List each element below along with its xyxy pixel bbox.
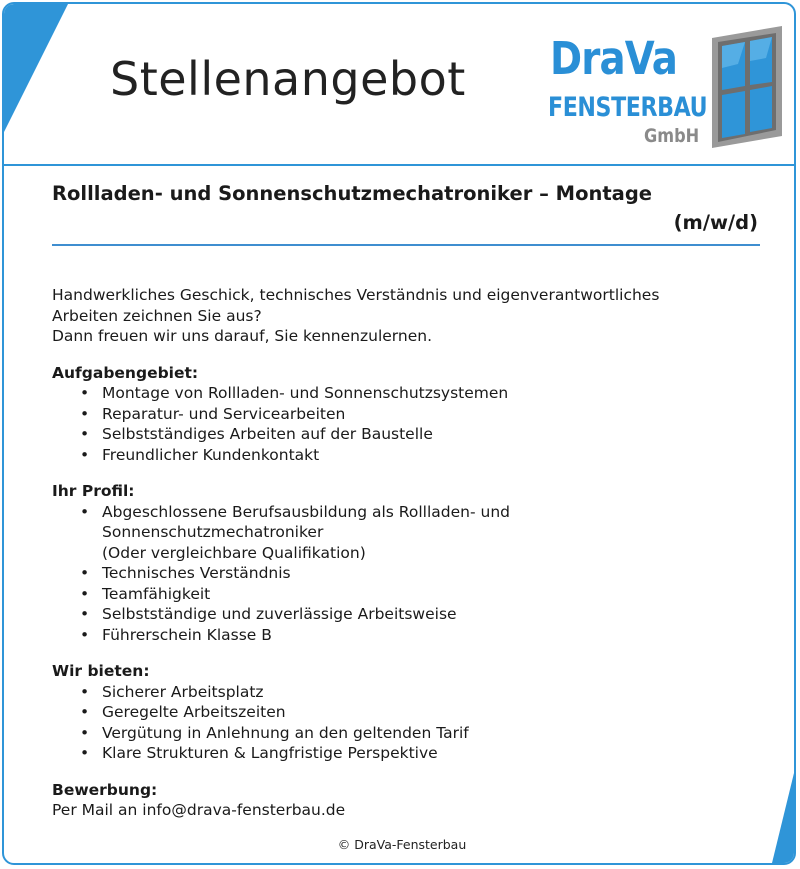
job-title [52, 182, 758, 234]
list-item: • Teamfähigkeit [102, 584, 752, 605]
offer-list [52, 682, 752, 764]
list-item: • Vergütung in Anlehnung an den geltenden Tarif [102, 723, 752, 744]
header-divider [4, 164, 794, 166]
profile-heading: Ihr Profil: [52, 482, 135, 500]
application-heading: Bewerbung: [52, 780, 158, 799]
intro-line: Dann freuen wir uns darauf, Sie kennenzulernen. [52, 327, 433, 345]
job-title-line: Rollladen- und Sonnenschutzmechatroniker – Montage [52, 182, 653, 205]
job-title-gender: (m/w/d) [673, 211, 758, 234]
list-item: • Führerschein Klasse B [102, 625, 752, 646]
list-item: • Reparatur- und Servicearbeiten [102, 404, 752, 425]
list-item: • Technisches Verständnis [102, 563, 752, 584]
logo-subline: FENSTERBAU [548, 92, 708, 123]
logo-legal-form: GmbH [644, 125, 700, 147]
title-divider [52, 244, 760, 246]
list-item: • Selbstständige und zuverlässige Arbeitsweise [102, 604, 752, 625]
intro-line: Arbeiten zeichnen Sie aus? [52, 306, 262, 325]
copyright-notice: © DraVa-Fensterbau [337, 837, 467, 852]
application-text: Per Mail an info@drava-fensterbau.de [52, 801, 346, 819]
intro-line: Handwerkliches Geschick, technisches Verständnis und eigenverantwortliches [52, 286, 660, 304]
profile-list [52, 502, 752, 646]
list-item: • Klare Strukturen & Langfristige Perspektive [102, 743, 752, 764]
offer-heading: Wir bieten: [52, 662, 150, 680]
tasks-list [52, 383, 752, 465]
job-ad-frame [2, 2, 796, 865]
page-headline: Stellenangebot [110, 52, 466, 106]
company-logo [548, 20, 793, 160]
profile-item-line: Sonnenschutzmechatroniker [102, 523, 324, 541]
job-description [52, 285, 752, 821]
profile-item-line: (Oder vergleichbare Qualifikation) [102, 543, 366, 562]
corner-accent-top-left [4, 4, 74, 134]
window-icon [708, 24, 788, 150]
tasks-heading: Aufgabengebiet: [52, 363, 199, 382]
list-item: • Freundlicher Kundenkontakt [102, 445, 752, 466]
list-item: • Montage von Rollladen- und Sonnenschutzsystemen [102, 383, 752, 404]
list-item: • Geregelte Arbeitszeiten [102, 702, 752, 723]
logo-wordmark: DraVa [550, 32, 677, 85]
list-item [102, 502, 752, 564]
intro-text [52, 285, 752, 347]
list-item: • Sicherer Arbeitsplatz [102, 682, 752, 703]
profile-item-line: • Abgeschlossene Berufsausbildung als Rollladen- und [102, 502, 510, 521]
list-item: • Selbstständiges Arbeiten auf der Baustelle [102, 424, 752, 445]
